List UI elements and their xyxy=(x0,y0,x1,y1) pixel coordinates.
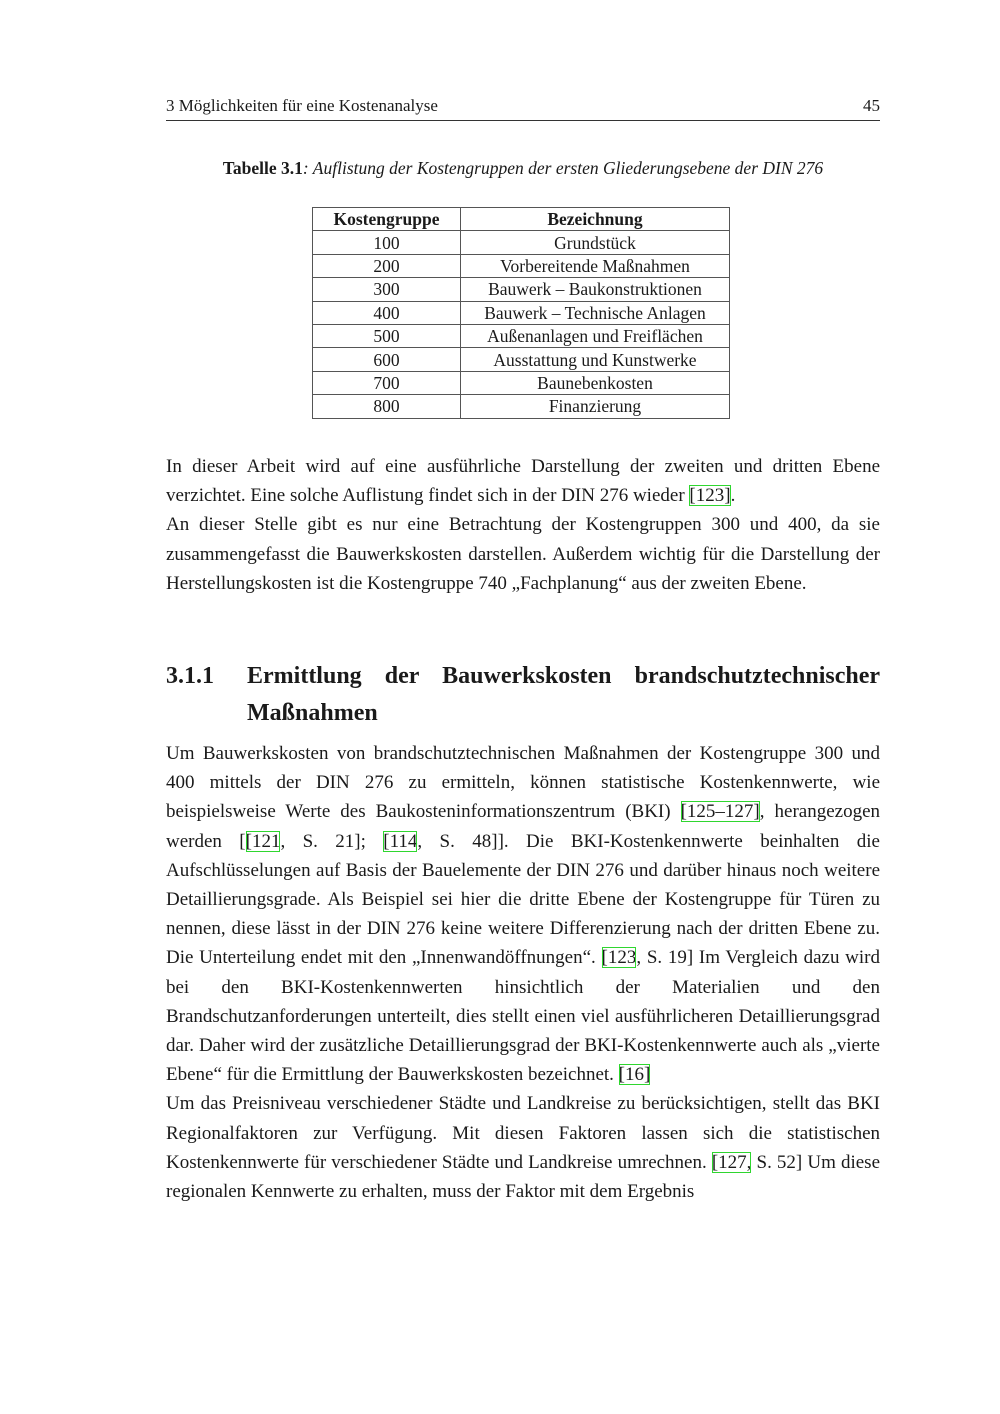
running-header xyxy=(166,96,880,121)
cell-name: Bauwerk – Baukonstruktionen xyxy=(461,278,730,301)
cell-name: Vorbereitende Maßnahmen xyxy=(461,254,730,277)
cell-group: 800 xyxy=(313,395,461,418)
table-row xyxy=(313,324,730,347)
caption-separator: : xyxy=(302,158,313,178)
section-body xyxy=(166,739,880,1206)
citation-link[interactable]: [125–127] xyxy=(680,801,760,823)
intro-paragraph-2: An dieser Stelle gibt es nur eine Betrachtung der Kostengruppen 300 und 400, da sie zusammengefasst die Bauwerkskosten darstellen. Außerdem wichtig für die Darstellung der Herstellungskosten ist die Kostengruppe 740 „Fachplanung“ aus der zweiten Ebene. xyxy=(166,514,880,594)
caption-text: Auflistung der Kostengruppen der ersten Gliederungsebene der DIN 276 xyxy=(312,158,824,178)
cost-group-table xyxy=(312,207,730,419)
citation-link[interactable]: [121 xyxy=(245,830,281,852)
citation-link[interactable]: [123 xyxy=(601,947,637,969)
cell-group: 100 xyxy=(313,231,461,254)
body-text-run: , S. 48]]. Die BKI-Kostenkennwerte beinhalten die Aufschlüsselungen auf Basis der Bauelemente der DIN 276 und darüber hinaus noch weitere Detaillierungsgrade. Als Beispiel sei hier die dritte Ebene der Kostengruppe für Türen zu nennen, diese lässt in der DIN 276 keine weitere Differenzierung nach der dritten Ebene zu. Die Unterteilung endet mit den „Innenwandöffnungen“. xyxy=(166,830,880,969)
section-title: Ermittlung der Bauwerkskosten brandschutztechnischer Maßnahmen xyxy=(247,663,880,726)
cell-name: Finanzierung xyxy=(461,395,730,418)
intro-p1-text: In dieser Arbeit wird auf eine ausführliche Darstellung der zweiten und dritten Ebene verzichtet. Eine solche Auflistung findet sich in der DIN 276 wieder xyxy=(166,456,880,507)
table-header-row xyxy=(313,208,730,231)
table-row xyxy=(313,348,730,371)
citation-link[interactable]: [127, xyxy=(711,1151,752,1173)
header-kostengruppe: Kostengruppe xyxy=(313,208,461,231)
citation-link[interactable]: [123] xyxy=(689,485,731,507)
body-text-run: Um das Preisniveau verschiedener Städte und Landkreise zu berücksichtigen, stellt das BKI Regionalfaktoren zur Verfügung. Mit diesen Faktoren lassen sich die statistischen Kostenkennwerte für verschiedener Städte und Landkreise umrechnen. xyxy=(166,1093,880,1173)
header-bezeichnung: Bezeichnung xyxy=(461,208,730,231)
body-paragraph-1 xyxy=(166,739,880,1089)
cell-group: 500 xyxy=(313,324,461,347)
body-text-run: S. 52] Um diese regionalen Kennwerte zu erhalten, muss der Faktor mit dem Ergebnis xyxy=(166,1151,880,1203)
table-row xyxy=(313,254,730,277)
cell-group: 200 xyxy=(313,254,461,277)
body-text-run: Um Bauwerkskosten von brandschutztechnischen Maßnahmen der Kostengruppe 300 und 400 mittels der DIN 276 zu ermitteln, können statistische Kostenkennwerte, wie beispielsweise Werte des Baukosteninformationszentrum (BKI) xyxy=(166,743,880,823)
citation-link[interactable]: [114 xyxy=(383,830,418,852)
cell-name: Bauwerk – Technische Anlagen xyxy=(461,301,730,324)
cell-group: 600 xyxy=(313,348,461,371)
body-text-run: , S. 21]; xyxy=(280,830,384,852)
page-number: 45 xyxy=(863,96,880,115)
cell-group: 700 xyxy=(313,371,461,394)
table-row xyxy=(313,301,730,324)
table-row xyxy=(313,278,730,301)
cell-group: 400 xyxy=(313,301,461,324)
body-paragraph-2 xyxy=(166,1089,880,1206)
body-text-run: , herangezogen werden [ xyxy=(166,801,880,852)
body-text-run: , S. 19] Im Vergleich dazu wird bei den BKI-Kostenkennwerten hinsichtlich der Materialien und den Brandschutzanforderungen unterteilt, dies stellt einen viel ausführlicheren Detaillierungsgrad dar. Daher wird der zusätzliche Detaillierungsgrad der BKI-Kostenkennwerte auch als „vierte Ebene“ für die Ermittlung der Bauwerkskosten bezeichnet. xyxy=(166,947,881,1086)
cell-group: 300 xyxy=(313,278,461,301)
table-caption xyxy=(166,158,880,179)
caption-label: Tabelle 3.1 xyxy=(222,158,303,178)
cell-name: Außenanlagen und Freiflächen xyxy=(461,324,730,347)
cell-name: Ausstattung und Kunstwerke xyxy=(461,348,730,371)
chapter-title: 3 Möglichkeiten für eine Kostenanalyse xyxy=(166,96,438,115)
section-number: 3.1.1 xyxy=(166,663,214,689)
table-row xyxy=(313,231,730,254)
intro-p1-end: . xyxy=(730,485,736,507)
cell-name: Grundstück xyxy=(461,231,730,254)
citation-link[interactable]: [16] xyxy=(618,1064,651,1086)
cell-name: Baunebenkosten xyxy=(461,371,730,394)
table-row xyxy=(313,371,730,394)
table-row xyxy=(313,395,730,418)
intro-paragraph-1 xyxy=(166,452,880,510)
intro-text xyxy=(166,452,880,598)
